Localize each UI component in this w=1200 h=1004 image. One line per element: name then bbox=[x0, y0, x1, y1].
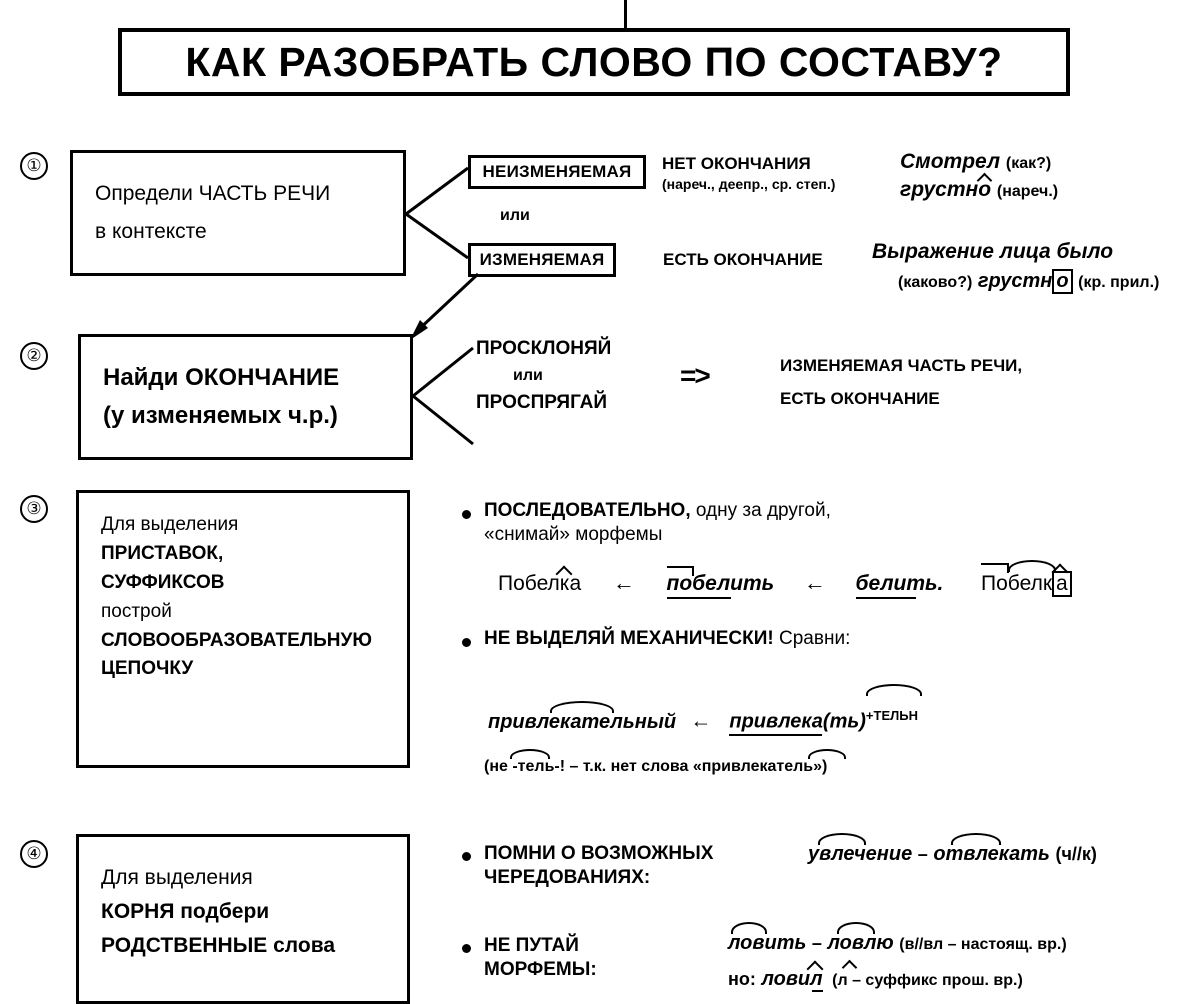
compare-word-2-morph bbox=[729, 708, 918, 734]
compare-arrow: ← bbox=[690, 709, 712, 733]
step-box-1 bbox=[70, 150, 406, 276]
branch-1-example-word-2-morph bbox=[900, 178, 991, 202]
chain-item-1-morph bbox=[498, 572, 581, 596]
step-4-bullet-2-example-2 bbox=[728, 968, 1023, 991]
compare-line bbox=[488, 708, 918, 734]
step-3-bullet-2-rest: Сравни: bbox=[773, 628, 851, 649]
step-2-line-1: Найди ОКОНЧАНИЕ bbox=[103, 364, 340, 391]
tag-box-changeable: ИЗМЕНЯЕМАЯ bbox=[468, 243, 616, 277]
chain-item-4-stem: Побелк bbox=[981, 572, 1053, 595]
branch-2-example-q: (кр. прил.) bbox=[1078, 274, 1160, 291]
branch-1-example-word-2: грустно bbox=[900, 178, 992, 201]
step-4-line-3: РОДСТВЕННЫЕ слова bbox=[101, 934, 336, 958]
step-3-bullet-2 bbox=[484, 628, 850, 650]
confusion-note-2-morph bbox=[832, 968, 1023, 991]
compare-word-2-stem: привлека bbox=[729, 710, 823, 733]
chain-arrow-1: ← bbox=[612, 570, 635, 595]
step-4-bullet-1-label bbox=[484, 843, 713, 889]
bullet-icon bbox=[462, 638, 471, 647]
confusion-note-1: (в//вл – настоящ. вр.) bbox=[899, 936, 1067, 953]
root-arc-icon bbox=[550, 701, 614, 713]
branch-1-result bbox=[662, 154, 835, 192]
confusion-word-1: ловить bbox=[728, 932, 807, 954]
step-number-3: ③ bbox=[20, 495, 48, 523]
page-title: КАК РАЗОБРАТЬ СЛОВО ПО СОСТАВУ? bbox=[185, 38, 1003, 85]
alternation-word-1: увлечение bbox=[808, 843, 913, 865]
step-4-bullet-1-example bbox=[808, 843, 1097, 866]
alternation-word-2-morph bbox=[933, 843, 1050, 866]
root-arc-icon bbox=[1008, 560, 1056, 572]
chain-item-4-morph bbox=[981, 571, 1072, 597]
title-box bbox=[118, 28, 1070, 96]
root-arc-icon bbox=[866, 684, 922, 696]
root-arc-icon bbox=[837, 922, 875, 934]
alternation-word-2: отвлекать bbox=[933, 843, 1050, 865]
root-arc-icon bbox=[818, 833, 866, 845]
step-box-4 bbox=[76, 834, 410, 1004]
alternation-word-1-morph bbox=[808, 843, 912, 866]
alternation-note-1: (ч//к) bbox=[1055, 844, 1097, 864]
bullet-icon bbox=[462, 852, 471, 861]
branch-2-example bbox=[872, 240, 1159, 294]
chain-item-1: Побелка bbox=[498, 572, 582, 595]
confusion-word-2: ловлю bbox=[827, 932, 894, 954]
stem-underline-icon bbox=[812, 990, 823, 992]
prefix-bracket-icon bbox=[667, 566, 694, 576]
step-number-2: ② bbox=[20, 342, 48, 370]
bullet-icon bbox=[462, 510, 471, 519]
confusion-prefix: но: bbox=[728, 969, 756, 989]
step-number-4: ④ bbox=[20, 840, 48, 868]
step-4-bullet-1-line-1: ПОМНИ О ВОЗМОЖНЫХ bbox=[484, 843, 714, 864]
confusion-note-2: (л – суффикс прош. вр.) bbox=[832, 972, 1023, 989]
stem-underline-icon bbox=[729, 734, 822, 736]
branch-1-example bbox=[900, 150, 1058, 202]
confusion-dash: – bbox=[811, 933, 822, 953]
step-3-bullet-1-rest: одну за другой, bbox=[690, 500, 831, 521]
step-1-line-2: в контексте bbox=[95, 220, 207, 243]
compare-word-1-morph bbox=[488, 711, 676, 734]
tag-box-unchangeable: НЕИЗМЕНЯЕМАЯ bbox=[468, 155, 646, 189]
step-4-bullet-2-line-1: НЕ ПУТАЙ bbox=[484, 935, 579, 956]
step-3-line-6: ЦЕПОЧКУ bbox=[101, 658, 194, 680]
stem-underline-icon bbox=[856, 597, 916, 599]
implies-arrow-icon: => bbox=[680, 360, 709, 391]
step-3-line-3: СУФФИКСОВ bbox=[101, 571, 225, 593]
branch-1-result-note: (нареч., деепр., ср. степ.) bbox=[662, 176, 836, 192]
step-box-3 bbox=[76, 490, 410, 768]
step-3-line-5: СЛОВООБРАЗОВАТЕЛЬНУЮ bbox=[101, 629, 372, 651]
morpheme-chain bbox=[498, 570, 1072, 597]
compare-note-morph bbox=[484, 758, 827, 776]
branch-2-example-q-prefix: (каково?) bbox=[898, 274, 973, 291]
step-number-1: ① bbox=[20, 152, 48, 180]
compare-note: (не -тель-! – т.к. нет слова «привлекатель») bbox=[484, 758, 828, 775]
compare-word-2-superscript: +ТЕЛЬН bbox=[865, 708, 918, 723]
step-2-line-2: (у изменяемых ч.р.) bbox=[103, 402, 338, 429]
step-2-branch-bottom: ПРОСПРЯГАЙ bbox=[476, 392, 608, 413]
chain-item-3: белить. bbox=[855, 572, 944, 595]
step-4-line-1: Для выделения bbox=[101, 866, 253, 889]
compare-word-2-tail: (ть) bbox=[822, 710, 866, 733]
step-2-conclusion bbox=[780, 356, 1022, 409]
branch-1-result-main: НЕТ ОКОНЧАНИЯ bbox=[662, 154, 811, 173]
bullet-icon bbox=[462, 944, 471, 953]
branch-1-example-q-1: (как?) bbox=[1005, 155, 1052, 172]
confusion-word-1-morph bbox=[728, 932, 806, 955]
confusion-word-2-morph bbox=[828, 932, 894, 955]
step-3-line-2: ПРИСТАВОК, bbox=[101, 542, 224, 564]
step-2-conclusion-line-1: ИЗМЕНЯЕМАЯ ЧАСТЬ РЕЧИ, bbox=[780, 356, 1023, 375]
step-3-bullet-1-caps: ПОСЛЕДОВАТЕЛЬНО, bbox=[484, 500, 691, 521]
step-3-line-1: Для выделения bbox=[101, 514, 239, 535]
step-2-conclusion-line-2: ЕСТЬ ОКОНЧАНИЕ bbox=[780, 389, 940, 408]
step-3-line-4: построй bbox=[101, 600, 172, 622]
chain-item-2: побелить bbox=[666, 572, 775, 595]
root-arc-icon bbox=[731, 922, 767, 934]
root-arc-icon bbox=[510, 749, 550, 759]
root-arc-icon bbox=[808, 749, 846, 759]
step-3-bullet-1-line-2: «снимай» морфемы bbox=[484, 524, 663, 545]
compare-word-1: привлекательный bbox=[488, 710, 677, 733]
chain-item-4-ending: а bbox=[1052, 571, 1072, 597]
branch-2-result: ЕСТЬ ОКОНЧАНИЕ bbox=[663, 250, 823, 269]
confusion-word-3-morph bbox=[761, 968, 822, 991]
branch-2-example-line-1: Выражение лица было bbox=[872, 240, 1114, 263]
alternation-dash-1: – bbox=[917, 844, 928, 864]
step-1-line-1: Определи ЧАСТЬ РЕЧИ bbox=[95, 182, 331, 205]
compare-note-wrap bbox=[484, 758, 827, 776]
confusion-word-3: ловил bbox=[761, 968, 823, 990]
step-3-bullet-2-caps: НЕ ВЫДЕЛЯЙ МЕХАНИЧЕСКИ! bbox=[484, 628, 774, 649]
chain-item-3-morph bbox=[856, 572, 944, 596]
step-4-bullet-2-example-1 bbox=[728, 932, 1067, 955]
branch-2-example-ending: о bbox=[1052, 269, 1072, 294]
step-4-bullet-2-label bbox=[484, 935, 597, 981]
step-1-or-label: или bbox=[500, 207, 530, 224]
step-3-bullet-1 bbox=[484, 500, 831, 546]
branch-1-example-word-1: Смотрел bbox=[900, 150, 1001, 173]
branch-1-example-q-2: (нареч.) bbox=[996, 183, 1059, 200]
step-box-2 bbox=[78, 334, 413, 460]
step-4-line-2: КОРНЯ подбери bbox=[101, 900, 270, 924]
step-4-bullet-2-line-2: МОРФЕМЫ: bbox=[484, 959, 597, 980]
step-4-bullet-1-line-2: ЧЕРЕДОВАНИЯХ: bbox=[484, 867, 651, 888]
title-stem-line bbox=[624, 0, 627, 28]
chain-item-2-morph bbox=[667, 572, 775, 596]
stem-underline-icon bbox=[667, 597, 731, 599]
prefix-bracket-icon bbox=[981, 563, 1009, 573]
step-2-branch-top: ПРОСКЛОНЯЙ bbox=[476, 338, 612, 359]
root-arc-icon bbox=[951, 833, 1001, 845]
chain-arrow-2: ← bbox=[803, 570, 826, 595]
step-2-branch-middle: или bbox=[513, 367, 543, 384]
branch-2-example-word: грустн bbox=[977, 270, 1053, 292]
step-2-branch-connectors bbox=[413, 334, 479, 460]
